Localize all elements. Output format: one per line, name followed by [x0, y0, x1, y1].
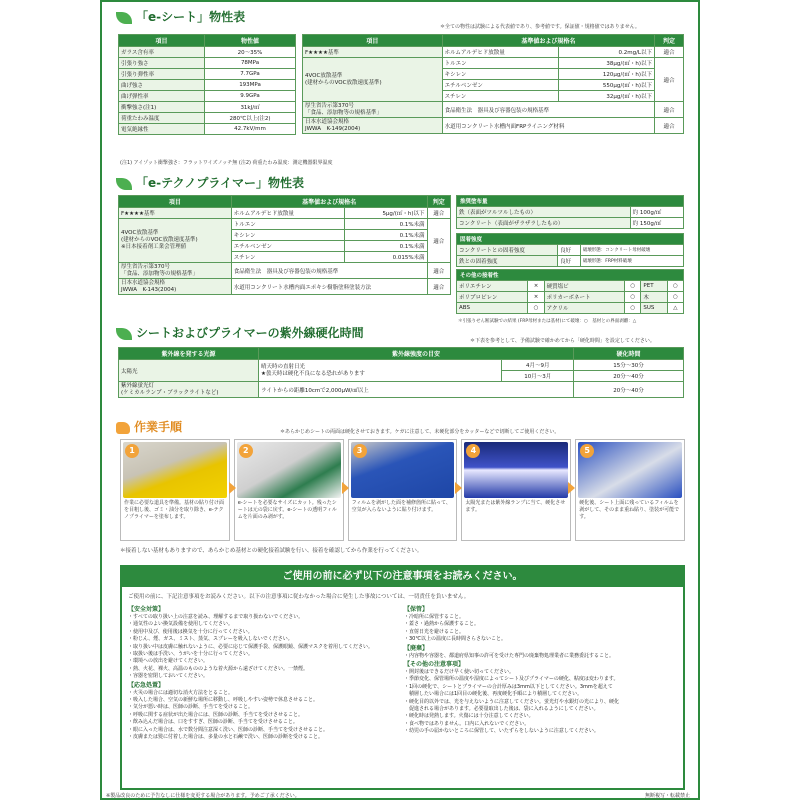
footer-disclaimer: ※製品改良のために予告なしに仕様を変更する場合があります。予めご了承ください。: [106, 793, 300, 799]
footer-copyright: 無断複写・転載禁止: [644, 793, 690, 799]
step-5: 5 硬化後、シート上面に残っているフィルムを剥がして、そのまま重ね貼り、塗装が可能です。: [575, 439, 685, 541]
section-title-primer: 「e-テクノプライマー」物性表: [116, 174, 304, 191]
caution-title: ご使用の前に必ず以下の注意事項をお読みください。: [122, 567, 683, 587]
disclaimer-note: ＊全ての物性は試験による代表値であり、参考値です。保証値・規格値ではありません。: [440, 24, 640, 30]
leaf-icon: [116, 12, 132, 24]
caution-box: [120, 565, 685, 790]
step-1: 1 作業に必要な道具を準備。基材の貼り付け面を目粗し後、ゴミ・油分を取り除き、e-テクノプライマーを塗布します。: [120, 439, 230, 541]
arrow-icon: [342, 482, 349, 494]
e-sheet-property-table: 項目 物性値 ガラス含有率 20～35% 引張り強さ 78MPa 引張り弾性率 7.7GPa 曲げ強さ 193MPa 曲げ弾性率 9.9GPa 衝撃強さ(注1) 31kJ/㎡ 荷重たわみ温度 280℃以上(注2) 電気絶縁性 42.7kV/mm: [118, 34, 296, 135]
section-title-uv-curing: シートおよびプライマーの紫外線硬化時間: [116, 324, 364, 341]
step-4: 4 太陽光または紫外線ランプに当て、硬化させます。: [461, 439, 571, 541]
leaf-icon: [116, 178, 132, 190]
primer-application-table: 推奨塗布量 鉄（表面がツルツルしたもの） 約 100g/㎡ コンクリート（表面がザラザラしたもの） 約 150g/㎡: [456, 195, 684, 229]
adhesion-note: ＊引張りせん断試験での結果 (FRP母材または基材)にて破壊：○ 基材との界面剥離：△: [458, 319, 637, 324]
primer-standards-table: 項目 基準値および規格名 判定 F★★★★基準 ホルムアルデヒド放散量 5μg/(㎡・h)以下 適合 4VOC放散基準 (建材からのVOC放散速度基準) ※日本接着剤工業会管理値 トルエン 0.1%未満 適合 キシレン 0.1%未満 エチルベンゼン 0.1%未満 スチレン 0.015%未満 厚生省告示第370号 「食品、添加物等の規格基準」 食品衛生法 器具及び容器包装の規格基準 適合 日本水道協会規格 JWWA K-143(2004) 水道用コンクリート水槽内面エポキシ樹脂塗料塗装方法 適合: [118, 195, 451, 295]
section-title-e-sheet: 「e-シート」物性表: [116, 8, 245, 25]
step-2: 2 e-シートを必要なサイズにカット。残ったシートは元の袋に戻す。e-シートの透明フィルムを片面のみ剥がす。: [234, 439, 344, 541]
procedure-steps: [120, 439, 685, 541]
section-title-procedure: 作業手順: [116, 418, 182, 435]
e-sheet-standards-table: 項目 基準値および規格名 判定 F★★★★基準 ホルムアルデヒド放散量 0.2mg/L以下 適合 4VOC放散基準 (建材からのVOC放散速度基準) トルエン 38μg/(㎡・h)以下 適合 キシレン 120μg/(㎡・h)以下 エチルベンゼン 550μg/(㎡・h)以下 スチレン 32μg/(㎡・h)以下 厚生省告示第370号 「食品、添加物等の規格基準」 食品衛生法 器具及び容器包装の規格基準 適合 日本水道協会規格 JWWA K-149(2004) 水道用コンクリート水槽内面FRPライニング材料 適合: [302, 34, 684, 134]
e-sheet-footnote: (注1) アイゾット衝撃強さ：フラットワイズノッチ無 (注2) 荷重たわみ温度：測定機器限界温度: [120, 160, 333, 166]
page-frame: [100, 0, 700, 800]
arrow-icon: [455, 482, 462, 494]
arrow-icon: [568, 482, 575, 494]
step-3: 3 フィルムを剥がした面を補修箇所に貼って、空気が入らないように貼り付けます。: [348, 439, 458, 541]
primer-other-adhesion-table: その他の接着性 ポリエチレン × 硬質塩ビ ○ PET ○ ポリプロピレン × ポリカーボネート ○ 木 ○ ABS ○ アクリル ○ SUS △: [456, 269, 684, 314]
uv-note: ＊下表を参考として、予備試験で確かめてから「硬化時間」を設定してください。: [470, 338, 655, 344]
primer-adhesion-table: 固着強度 コンクリートとの固着強度 良好 破壊形態：コンクリート母材破壊 鉄との固着強度 良好 破壊形態：FRP材料破壊: [456, 233, 684, 267]
procedure-note: ＊あらかじめシートの両面は硬化させておきます。ケガに注意して、未硬化部分をカッターなどで切断してご使用ください。: [280, 429, 560, 435]
caution-left-column: 【安全対策】 ・すべての取り扱い上の注意を読み、理解するまで取り扱わないでください。 ・通気性のよい換気設備を使用してください。 ・使用中及び、使用後は換気を十分に行ってください。 ・粉じん、煙、ガス、ミスト、蒸気、スプレーを吸入しないでください。 ・取り扱い中は皮膚に触れないように、必要に応じて保護手袋、保護眼鏡、保護マスクを着用してください。 ・取扱い後は手洗い、うがいを十分に行ってください。 ・環境への放出を避けてください。 ・熱、火花、裸火、高温のもののような着火源から遠ざけてください。一禁煙。 ・容器を密閉しておいてください。 【応急処置】 ・火災の場合には適切な消火方法をとること。 ・吸入した場合、空気の新鮮な場所に移動し、呼吸しやすい姿勢で休息させること。 ・気分が悪い時は、医師の診断、手当てを受けること。 ・呼吸に関する症状が出た場合には、医師の診断、手当てを受けさせること。 ・飲み込んだ場合は、口をすすぎ、医師の診断、手当てを受けさせること。 ・眼に入った場合は、水で数分間注意深く洗い、医師の診断、手当てを受けさせること。 ・皮膚または髪に付着した場合は、多量の水と石鹸で洗い、医師の診断を受けること。: [128, 606, 374, 741]
arrow-icon: [229, 482, 236, 494]
uv-curing-table: 紫外線を発する光源 紫外線強度の目安 硬化時間 太陽光 晴天時の直射日光 ★曇天時は硬化不良になる恐れがあります 4月～9月 15分～30分 10月～3月 20分～40分 紫外線蛍光灯 (ケミカルランプ・ブラックライトなど) ライトからの距離10cmで2,000μW/㎠以上 20分～40分: [118, 347, 684, 398]
adhesion-test-warning: ＊接着しない基材もありますので、あらかじめ基材との硬化接着試験を行い、接着を確認してから作業を行ってください。: [120, 548, 423, 554]
caution-right-column: 【保管】 ・冷暗所に保管すること。 ・蓋さ・過熱から保護すること。 ・直射日光を避けること。 ・30℃以上の温度に長時間さらさないこと。 【廃棄】 ・内容物や容器を、都道府県知事の許可を受けた専門の廃棄物処理業者に業務委託すること。 【その他の注意事項】 ・開封後はできるだけ早く使い切ってください。 ・季節変化、保管場所の温度や湿度によってシート及びプライマーの硬化、粘度は変わります。 ・1回の硬化で、シートとプライマーの合計厚みは3mm以下としてください。3mmを超えて 積層したい場合には1回目の硬化後、再度硬化手順により積層してください。 ・硬化目的以外では、光を与えないように注意してください。蛍光灯や水銀灯の光により、硬化 促進される場合があります。必要量取出した後は、袋に入れるようにしてください。 ・硬化時は発熱します。火傷には十分注意してください。 ・食べ物ではありません。口内に入れないでください。 ・幼児の手の届かないところに保管して、いたずらをしないように注意してください。: [404, 606, 620, 735]
caution-lead: ご使用の前に、下記注意事項をお読みください。以下の注意事項に従わなかった場合に発生した事故については、一切責任を負いません。: [128, 594, 470, 600]
leaf-icon: [116, 328, 132, 340]
hand-icon: [116, 422, 130, 434]
